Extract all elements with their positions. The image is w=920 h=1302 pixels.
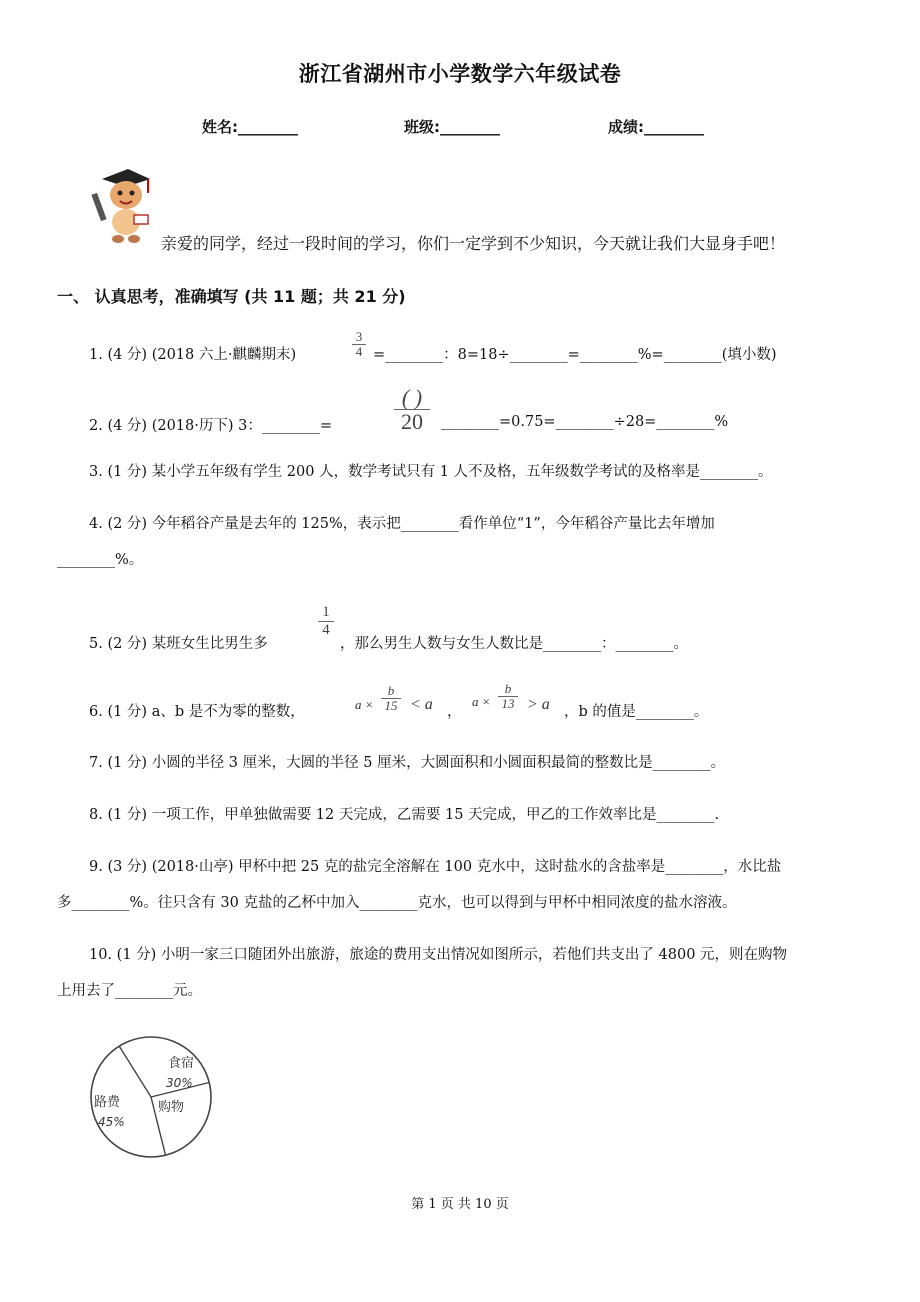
section-heading: 一、 认真思考，准确填写 (共 11 题；共 21 分) <box>57 287 406 306</box>
greeting-text: 亲爱的同学，经过一段时间的学习，你们一定学到不少知识，今天就让我们大显身手吧！ <box>161 234 786 253</box>
q6-expr2-den: 13 <box>501 695 515 711</box>
q6-prefix: 6. (1 分) a、b 是不为零的整数， <box>89 704 305 720</box>
q6-expr1-num: b <box>381 684 401 699</box>
q3-text: 3. (1 分) 某小学五年级有学生 200 人，数学考试只有 1 人不及格，五年级数学考试的及格率是________。 <box>89 464 773 480</box>
q4-line1: 4. (2 分) 今年稻谷产量是去年的 125%，表示把________看作单位“1”，今年稻谷产量比去年增加 <box>89 516 715 532</box>
q5-fraction <box>318 605 334 638</box>
q2-frac-den: 20 <box>401 409 423 435</box>
mascot-icon <box>90 165 152 245</box>
q1-suffix: =________：8=18÷________=________%=________(填小数) <box>373 347 777 363</box>
slice-label-travel: 路费 <box>94 1095 121 1110</box>
q6-expr1-den: 15 <box>384 697 398 713</box>
q10-line1: 10. (1 分) 小明一家三口随团外出旅游，旅途的费用支出情况如图所示，若他们共支出了 4800 元，则在购物 <box>89 947 788 963</box>
q9-line1: 9. (3 分) (2018·山亭) 甲杯中把 25 克的盐完全溶解在 100 克水中，这时盐水的含盐率是________，水比盐 <box>89 859 782 875</box>
slice-label-shopping: 购物 <box>158 1100 185 1115</box>
q1-frac-num: 3 <box>352 330 366 345</box>
q2-fraction <box>394 386 430 434</box>
q9-line2: 多________%。往只含有 30 克盐的乙杯中加入________克水，也可以得到与甲杯中相同浓度的盐水溶液。 <box>57 895 737 911</box>
q1-frac-den: 4 <box>355 343 363 359</box>
q6-separator: ， <box>447 704 462 720</box>
q6-expr1-fraction <box>381 684 401 713</box>
page-footer: 第 1 页 共 10 页 <box>411 1197 509 1212</box>
q5-frac-den: 4 <box>322 621 330 638</box>
name-field[interactable]: 姓名:________ <box>202 118 298 136</box>
q2-suffix: ________=0.75=________÷28=________% <box>441 414 729 430</box>
page-title: 浙江省湖州市小学数学六年级试卷 <box>298 62 622 86</box>
q8-text: 8. (1 分) 一项工作，甲单独做需要 12 天完成，乙需要 15 天完成，甲乙的工作效率比是________. <box>89 807 720 823</box>
slice-value-lodging: 30% <box>166 1076 193 1090</box>
q7-text: 7. (1 分) 小圆的半径 3 厘米，大圆的半径 5 厘米，大圆面积和小圆面积最简的整数比是________。 <box>89 755 726 771</box>
q5-frac-num: 1 <box>318 605 334 622</box>
q6-expr2-fraction <box>498 682 518 711</box>
slice-value-travel: 45% <box>98 1115 125 1129</box>
q1-prefix: 1. (4 分) (2018 六上·麒麟期末) <box>89 347 297 363</box>
slice-label-lodging: 食宿 <box>168 1056 195 1071</box>
q6-expr2-factor: a × <box>472 694 491 709</box>
class-field[interactable]: 班级:________ <box>404 118 500 136</box>
q6-suffix: ，b 的值是________。 <box>564 704 709 720</box>
q6-expr1-factor: a × <box>355 697 374 712</box>
q5-suffix: ，那么男生人数与女生人数比是________：________。 <box>340 636 688 652</box>
expense-pie-chart <box>86 1032 216 1162</box>
q6-expr2-compare: > a <box>527 696 550 713</box>
score-field[interactable]: 成绩:________ <box>608 118 704 136</box>
q10-line2: 上用去了________元。 <box>57 983 202 999</box>
q2-prefix: 2. (4 分) (2018·历下) 3：________= <box>89 418 333 434</box>
q6-expr1-compare: < a <box>410 696 433 713</box>
q2-frac-num: ( ) <box>394 386 430 410</box>
q4-line2: ________%。 <box>57 552 144 568</box>
q1-fraction <box>352 330 366 359</box>
q6-expr2-num: b <box>498 682 518 697</box>
q5-prefix: 5. (2 分) 某班女生比男生多 <box>89 636 268 652</box>
